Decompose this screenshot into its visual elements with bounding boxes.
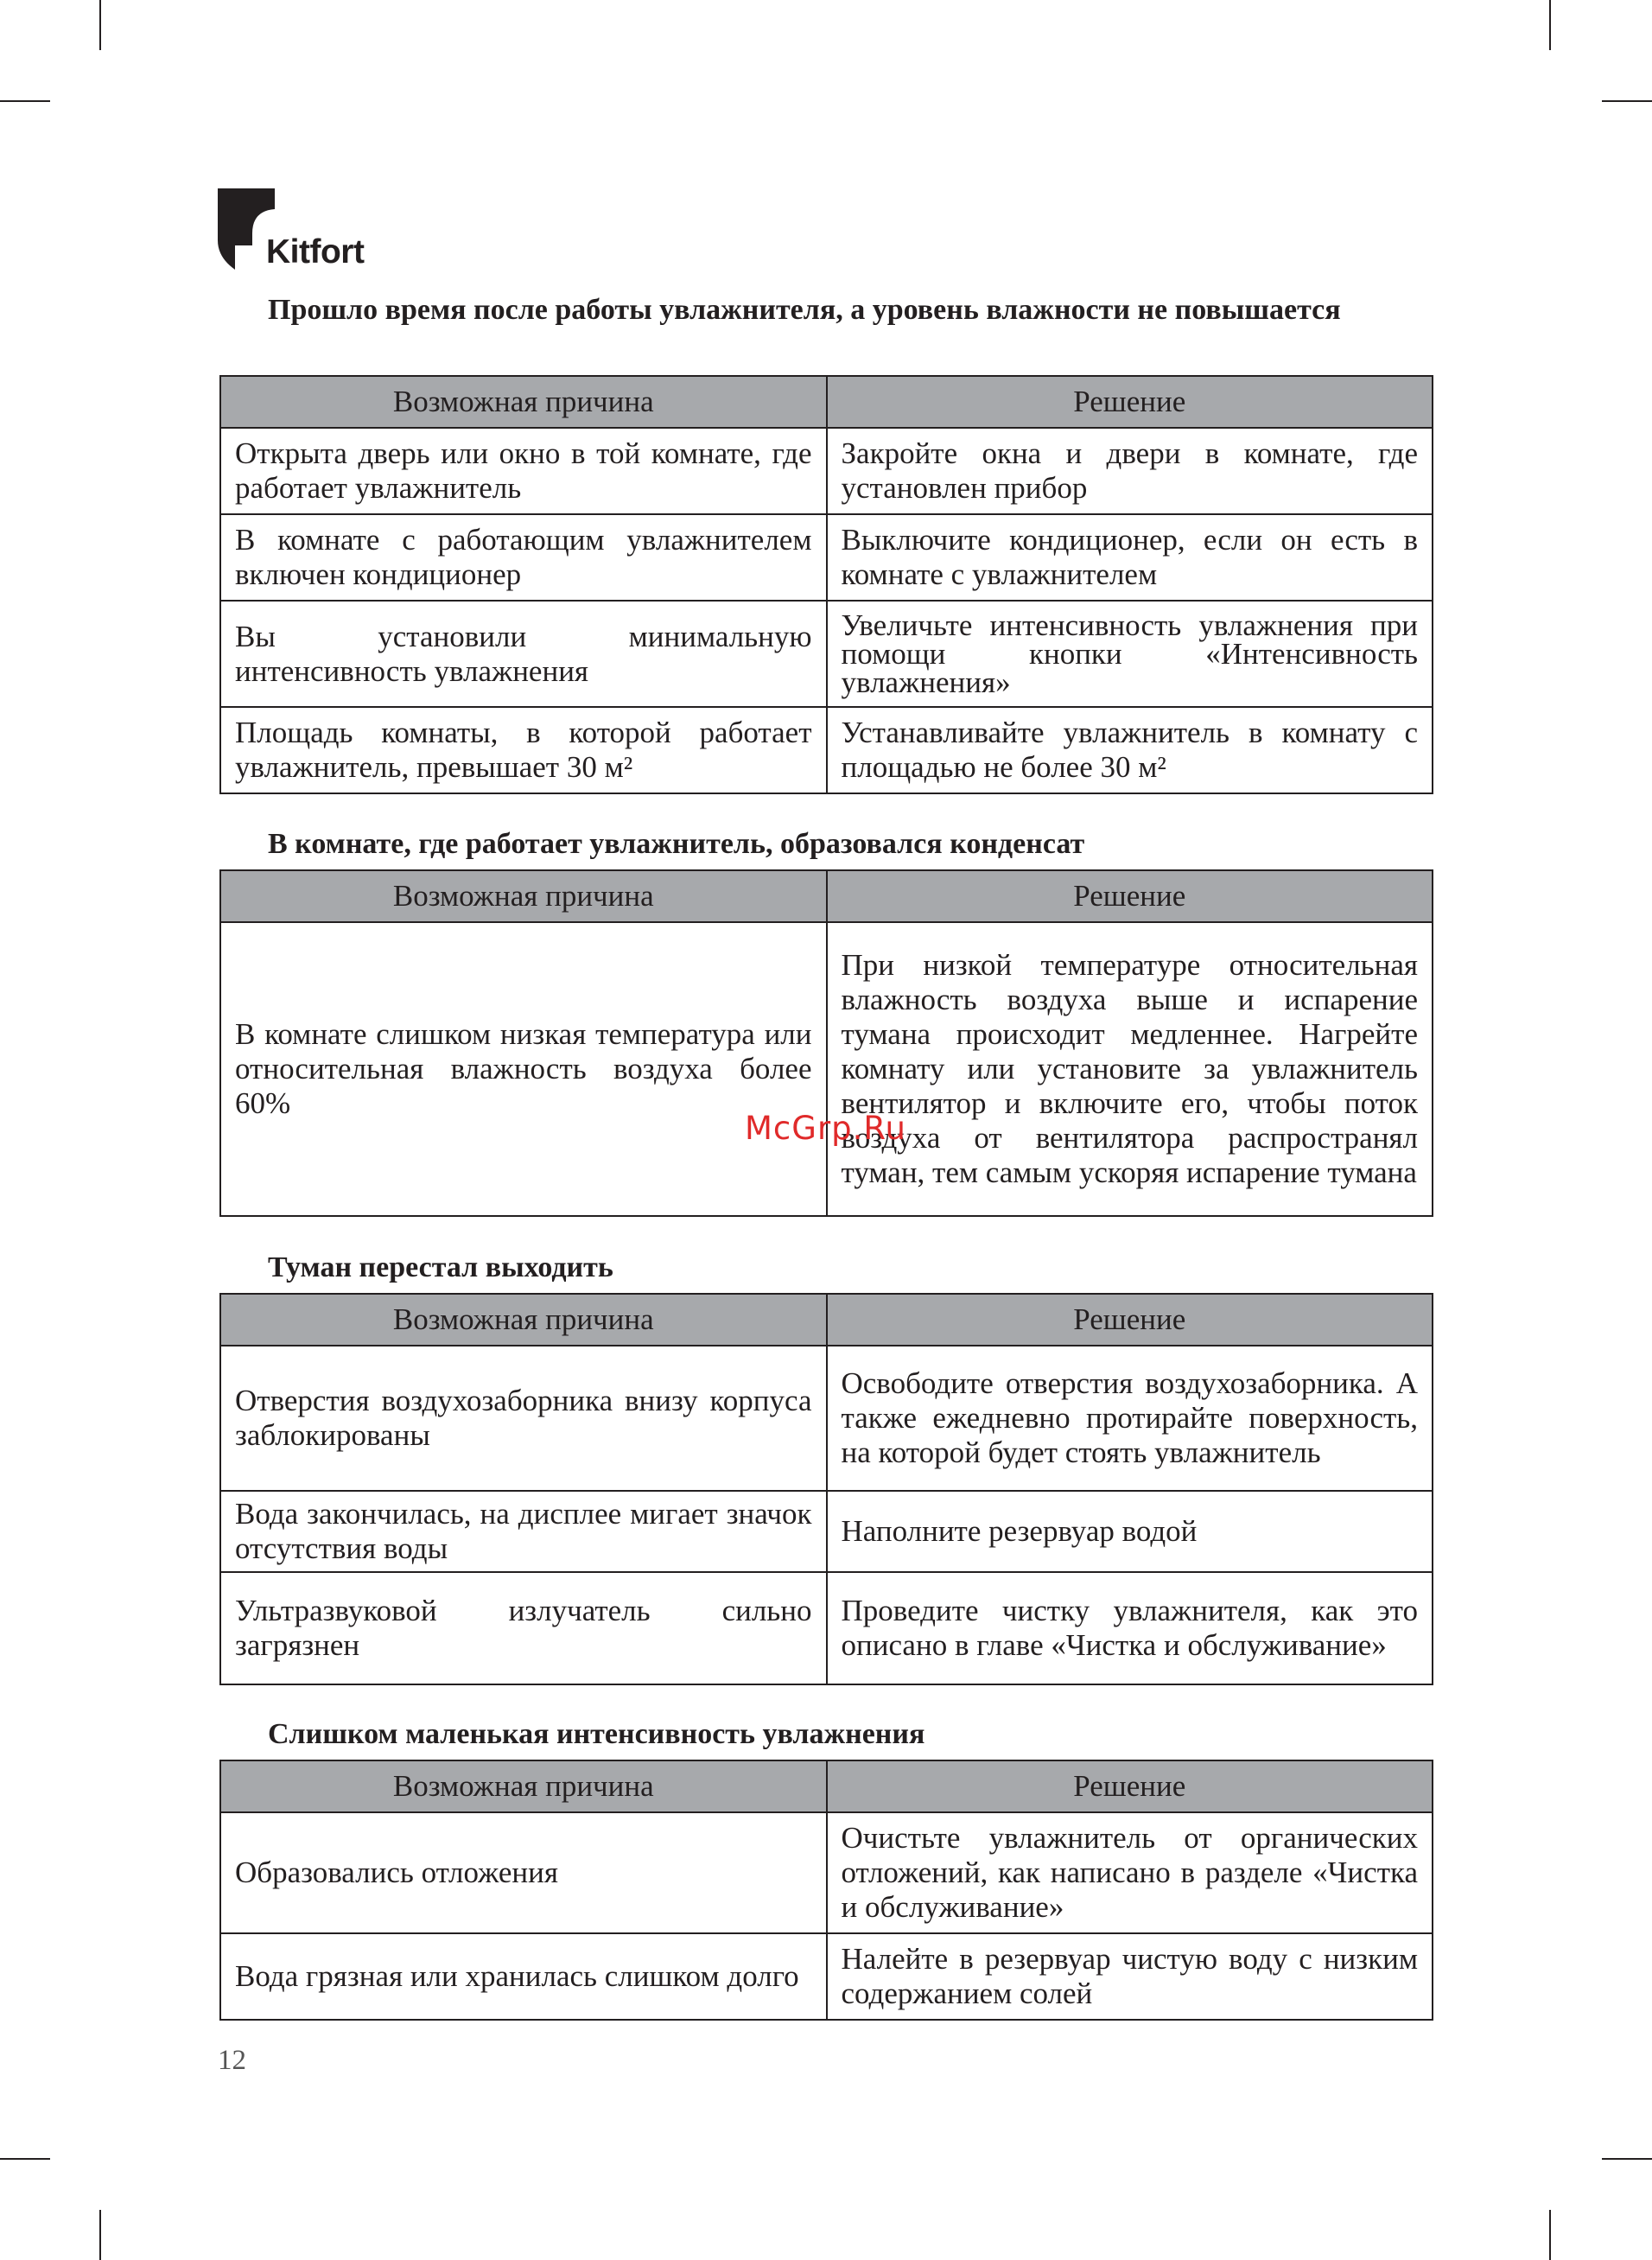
crop-mark <box>99 2210 101 2260</box>
table-row <box>220 1491 1433 1572</box>
table-row <box>220 514 1433 601</box>
cause-cell: Образовались отложения <box>220 1812 827 1933</box>
kitfort-logo <box>218 188 382 275</box>
crop-mark <box>1602 2158 1652 2160</box>
section-title: В комнате, где работает увлажнитель, образовался конденсат <box>268 828 1085 860</box>
header-solution: Решение <box>827 870 1433 922</box>
solution-cell: При низкой температуре относительная влажность воздуха выше и испарение тумана происходит медленнее. Нагрейте комнату или установите за увлажнитель вентилятор и включите его, чтобы поток воздуха от вентилятора распространял туман, тем самым ускоряя испарение тумана <box>827 922 1433 1216</box>
header-cause: Возможная причина <box>220 870 827 922</box>
table-row <box>220 922 1433 1216</box>
table-header-row <box>220 870 1433 922</box>
watermark: McGrp.Ru <box>745 1110 906 1147</box>
solution-cell: Выключите кондиционер, если он есть в комнате с увлажнителем <box>827 514 1433 601</box>
crop-mark <box>1549 2210 1551 2260</box>
solution-cell: Проведите чистку увлажнителя, как это описано в главе «Чистка и обслуживание» <box>827 1572 1433 1684</box>
header-solution: Решение <box>827 376 1433 428</box>
troubleshooting-table <box>219 869 1433 1217</box>
cause-cell: Ультразвуковой излучатель сильно загрязнен <box>220 1572 827 1684</box>
crop-mark <box>1602 100 1652 102</box>
table-header-row <box>220 1294 1433 1346</box>
cause-cell: Открыта дверь или окно в той комнате, где работает увлажнитель <box>220 428 827 514</box>
solution-cell: Увеличьте интенсивность увлажнения при помощи кнопки «Интенсивность увлажнения» <box>827 601 1433 707</box>
crop-mark <box>0 2158 50 2160</box>
header-cause: Возможная причина <box>220 376 827 428</box>
crop-mark <box>0 100 50 102</box>
section-title: Слишком маленькая интенсивность увлажнения <box>268 1718 925 1750</box>
section-title: Туман перестал выходить <box>268 1251 613 1283</box>
cause-cell: Вы установили минимальную интенсивность увлажнения <box>220 601 827 707</box>
table-row <box>220 707 1433 793</box>
cause-cell: В комнате с работающим увлажнителем включен кондиционер <box>220 514 827 601</box>
header-solution: Решение <box>827 1760 1433 1812</box>
troubleshooting-table <box>219 1760 1433 2021</box>
table-header-row <box>220 376 1433 428</box>
header-cause: Возможная причина <box>220 1760 827 1812</box>
solution-cell: Наполните резервуар водой <box>827 1491 1433 1572</box>
troubleshooting-table <box>219 1293 1433 1685</box>
header-cause: Возможная причина <box>220 1294 827 1346</box>
table-row <box>220 1812 1433 1933</box>
solution-cell: Очистьте увлажнитель от органических отложений, как написано в разделе «Чистка и обслуживание» <box>827 1812 1433 1933</box>
table-row <box>220 1346 1433 1491</box>
cause-cell: Площадь комнаты, в которой работает увлажнитель, превышает 30 м² <box>220 707 827 793</box>
table-row <box>220 428 1433 514</box>
solution-cell: Закройте окна и двери в комнате, где установлен прибор <box>827 428 1433 514</box>
cause-cell: Вода закончилась, на дисплее мигает значок отсутствия воды <box>220 1491 827 1572</box>
table-header-row <box>220 1760 1433 1812</box>
solution-cell: Устанавливайте увлажнитель в комнату с площадью не более 30 м² <box>827 707 1433 793</box>
troubleshooting-table <box>219 375 1433 794</box>
table-row <box>220 1933 1433 2020</box>
cause-cell: Отверстия воздухозаборника внизу корпуса заблокированы <box>220 1346 827 1491</box>
table-row <box>220 601 1433 707</box>
cause-cell: Вода грязная или хранилась слишком долго <box>220 1933 827 2020</box>
table-row <box>220 1572 1433 1684</box>
solution-cell: Освободите отверстия воздухозаборника. А также ежедневно протирайте поверхность, на которой будет стоять увлажнитель <box>827 1346 1433 1491</box>
solution-cell: Налейте в резервуар чистую воду с низким содержанием солей <box>827 1933 1433 2020</box>
crop-mark <box>99 0 101 50</box>
logo-text: Kitfort <box>266 233 365 271</box>
page-number: 12 <box>218 2045 246 2076</box>
section-title: Прошло время после работы увлажнителя, а уровень влажности не повышается <box>268 294 1341 326</box>
header-solution: Решение <box>827 1294 1433 1346</box>
crop-mark <box>1549 0 1551 50</box>
cause-cell: В комнате слишком низкая температура или относительная влажность воздуха более 60% <box>220 922 827 1216</box>
